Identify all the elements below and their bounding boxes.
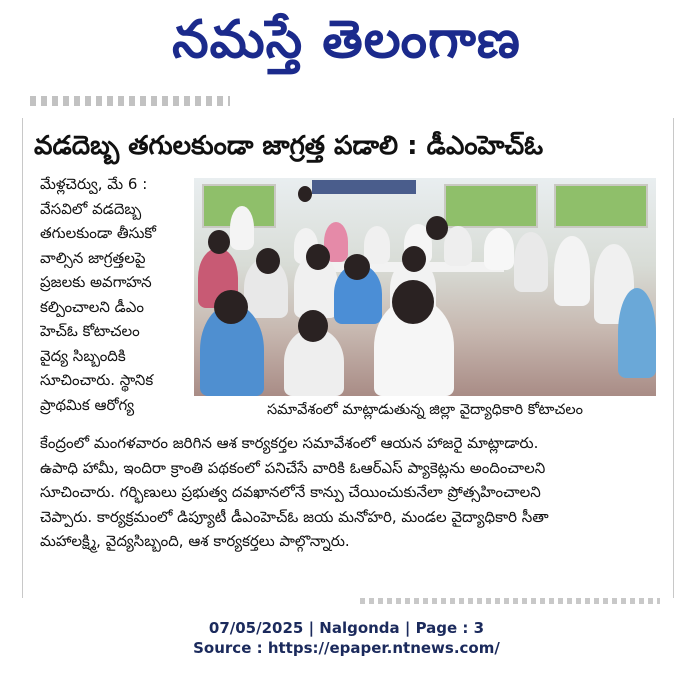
article-line: మేళ్లచెర్వు, మే 6 : bbox=[40, 175, 148, 193]
photo-head bbox=[214, 290, 248, 324]
photo-person bbox=[364, 226, 390, 264]
article-line: తగులకుండా తీసుకో bbox=[40, 224, 156, 242]
article-line: సూచించారు. స్థానిక bbox=[40, 371, 154, 389]
newspaper-masthead: నమస్తే తెలంగాణ bbox=[172, 10, 521, 70]
article-line: వాల్సిన జాగ్రత్తలపై bbox=[40, 248, 146, 267]
article-line: కల్పించాలని డీఎం bbox=[40, 297, 145, 316]
article-line: కేంద్రంలో మంగళవారం జరిగిన ఆశ కార్యకర్తల సమావేశంలో ఆయన హాజరై మాట్లాడారు. bbox=[40, 434, 539, 452]
photo-banner bbox=[312, 180, 416, 194]
meeting-photo bbox=[194, 178, 656, 396]
photo-head bbox=[208, 230, 230, 254]
clipping-cut-edge-top bbox=[30, 96, 230, 106]
photo-caption: సమావేశంలో మాట్లాడుతున్న జిల్లా వైద్యాధికారి కోటాచలం bbox=[266, 402, 583, 418]
photo-window bbox=[554, 184, 648, 228]
article-line: ఉపాధి హామీ, ఇందిరా క్రాంతి పథకంలో పనిచేసే వారికి ఓఆర్ఎస్ ప్యాకెట్లను అందించాలని bbox=[40, 458, 546, 477]
photo-head bbox=[402, 246, 426, 272]
article-headline: వడదెబ్బ తగులకుండా జాగ్రత్త పడాలి : డీఎంహెచ్ఓ bbox=[34, 131, 544, 161]
edition-info: 07/05/2025 | Nalgonda | Page : 3 bbox=[208, 619, 485, 637]
photo-person bbox=[514, 232, 548, 292]
article-full-width-text bbox=[40, 431, 662, 581]
article-line: ప్రజలకు అవగాహన bbox=[40, 273, 152, 291]
article-line: మహాలక్ష్మి, వైద్యసిబ్బంది, ఆశ కార్యకర్తలు పాల్గొన్నారు. bbox=[40, 532, 350, 550]
article-line: ప్రాథమిక ఆరోగ్య bbox=[40, 395, 135, 414]
photo-head bbox=[392, 280, 434, 324]
photo-head bbox=[426, 216, 448, 240]
source-link[interactable]: Source : https://epaper.ntnews.com/ bbox=[193, 639, 500, 657]
clipping-cut-edge-bottom bbox=[360, 598, 660, 604]
photo-head bbox=[298, 310, 328, 342]
photo-head bbox=[344, 254, 370, 280]
photo-person bbox=[444, 226, 472, 266]
article-left-column bbox=[40, 172, 190, 420]
photo-window bbox=[444, 184, 538, 228]
photo-head bbox=[306, 244, 330, 270]
article-line: వైద్య సిబ్బందికి bbox=[40, 346, 126, 365]
article-line: చెప్పారు. కార్యక్రమంలో డిప్యూటీ డీఎంహెచ్ఓ జయ మనోహరి, మండల వైద్యాధికారి సీతా bbox=[40, 507, 549, 526]
article-line: వేసవిలో వడదెబ్బ bbox=[40, 199, 142, 218]
photo-head bbox=[298, 186, 312, 202]
photo-person bbox=[618, 288, 656, 378]
article-line: హెచ్ఓ కోటాచలం bbox=[40, 322, 140, 340]
photo-person bbox=[554, 236, 590, 306]
clipping-footer bbox=[0, 618, 693, 658]
photo-person bbox=[230, 206, 254, 250]
article-line: సూచించారు. గర్భిణులు ప్రభుత్వ దవఖానలోనే కాన్పు చేయించుకునేలా ప్రోత్సహించాలని bbox=[40, 483, 541, 501]
photo-person bbox=[484, 228, 514, 270]
photo-head bbox=[256, 248, 280, 274]
